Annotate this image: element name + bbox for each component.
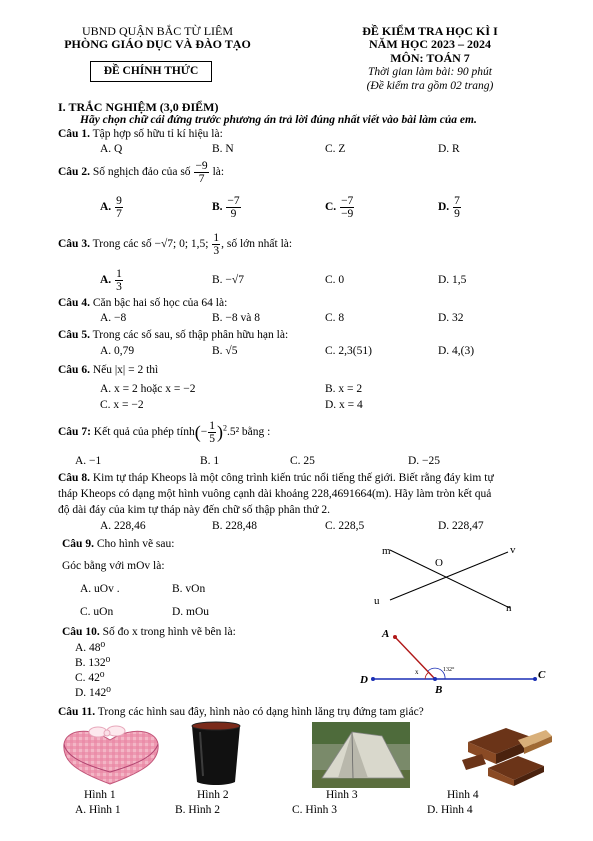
q8-line-3: độ dài đáy của kim tự tháp này đến chữ số thập phân thứ 2. [58,504,330,516]
q10-option-d: D. 142⁰ [75,687,111,699]
q10-figure [355,622,555,697]
question-3 [58,232,292,257]
q2-label: Câu 2. [58,166,90,179]
q4-option-b: B. −8 và 8 [212,312,261,324]
q2-fraction: $\frac{-9}{7}$ [195,160,208,186]
q2-option-a: A. $\frac{9}{7}$ [100,195,122,221]
q11-option-a: A. Hình 1 [75,804,121,816]
q3-fraction: $\frac{1}{3}$ [213,232,220,258]
q9-figure [360,538,540,618]
q9-label-m: m [382,545,391,557]
q2-option-c: C. $\frac{-7}{-9}$ [325,195,354,221]
question-6: Câu 6. Nếu |x| = 2 thì [58,364,159,376]
subject: MÔN: TOÁN 7 [390,51,470,65]
figure-caption-3: Hình 3 [326,789,358,801]
q7-option-b: B. 1 [200,455,220,467]
figure-caption-1: Hình 1 [84,789,116,801]
q6-option-b: B. x = 2 [325,383,363,395]
q2-option-d: D. $\frac{7}{9}$ [438,195,460,221]
q8-option-d: D. 228,47 [438,520,484,532]
question-9: Câu 9. Cho hình vẽ sau: [62,538,175,550]
q10-label-c: C [538,669,546,681]
exam-title: ĐỀ KIỂM TRA HỌC KÌ I [362,24,498,38]
q8-option-c: C. 228,5 [325,520,365,532]
q11-option-d: D. Hình 4 [427,804,473,816]
q10-label-d: D [360,674,368,686]
q2-option-b: B. $\frac{-7}{9}$ [212,195,240,221]
q10-label-x: x [415,668,419,676]
q3-text: Trong các số [92,238,152,251]
q11-option-c: C. Hình 3 [292,804,338,816]
section-instruction: Hãy chọn chữ cái đứng trước phương án trả lời đúng nhất viết vào bài làm của em. [80,114,477,126]
q8-line-2: tháp Kheops có dạng một hình vuông cạnh dài khoảng 228,4691664(m). Hãy làm tròn kết quả [58,488,492,500]
question-7: Câu 7: Kết quả của phép tính(− $\frac{1}{5}$ )$^2$.5² bằng : [58,420,271,446]
q4-option-d: D. 32 [438,312,464,324]
q2-text: Số nghịch đảo của số [92,166,191,179]
q9-option-b: B. vOn [172,583,206,595]
q9-label-n: n [506,602,512,614]
chocolate-wafer-image [458,720,553,788]
tent-image [312,722,410,788]
q10-option-b: B. 132⁰ [75,657,111,669]
q11-option-b: B. Hình 2 [175,804,221,816]
q7-option-c: C. 25 [290,455,315,467]
school-year: NĂM HỌC 2023 – 2024 [369,37,491,51]
q3-option-d: D. 1,5 [438,274,467,286]
q9-label-v: v [510,544,516,556]
q2-text-end: là: [212,166,225,179]
q1-text: Tập hợp số hữu tỉ kí hiệu là: [92,128,223,140]
q10-label-a: A [382,628,390,640]
q10-option-a: A. 48⁰ [75,642,106,654]
header-office: PHÒNG GIÁO DỤC VÀ ĐÀO TẠO [64,37,251,51]
q1-option-a: A. Q [100,143,123,155]
q1-label: Câu 1. [58,128,90,140]
q9-option-c: C. uOn [80,606,114,618]
q3-option-b: B. −√7 [212,274,244,286]
q6-option-c: C. x = −2 [100,399,144,411]
question-5: Câu 5. Trong các số sau, số thập phân hữu hạn là: [58,329,289,341]
heart-box-image [58,722,163,788]
q9-subquestion: Góc bằng với mOv là: [62,560,165,572]
exam-time: Thời gian làm bài: 90 phút [367,66,493,78]
figure-caption-2: Hình 2 [197,789,229,801]
q10-label-angle: 132° [443,667,455,673]
question-10: Câu 10. Số đo x trong hình vẽ bên là: [62,626,236,638]
q3-numbers: −√7; 0; 1,5; [154,238,209,251]
q6-option-a: A. x = 2 hoặc x = −2 [100,383,196,395]
question-2 [58,160,224,185]
q8-option-a: A. 228,46 [100,520,146,532]
q10-option-c: C. 42⁰ [75,672,105,684]
q5-option-b: B. √5 [212,345,238,357]
q10-label-b: B [435,684,443,696]
q5-option-a: A. 0,79 [100,345,135,357]
black-cup-image [186,720,246,788]
q3-label: Câu 3. [58,238,90,251]
q9-option-a: A. uOv . [80,583,120,595]
question-4: Câu 4. Căn bậc hai số học của 64 là: [58,297,228,309]
q3-option-c: C. 0 [325,274,345,286]
official-box: ĐỀ CHÍNH THỨC [90,61,212,82]
q5-option-c: C. 2,3(51) [325,345,372,357]
section-title: I. TRẮC NGHIỆM (3,0 ĐIỂM) [58,100,219,114]
question-8: Câu 8. Kim tự tháp Kheops là một công trình kiến trúc nổi tiếng thế giới. Biết rằng đáy kim tự [58,472,494,484]
q4-option-a: A. −8 [100,312,127,324]
question-1 [58,128,223,140]
q3-text-end: , số lớn nhất là: [221,238,293,251]
q9-label-u: u [374,595,380,607]
q9-label-o: O [435,557,443,569]
question-11: Câu 11. Trong các hình sau đây, hình nào có dạng hình lăng trụ đứng tam giác? [58,706,424,718]
q8-option-b: B. 228,48 [212,520,258,532]
header-department: UBND QUẬN BẮC TỪ LIÊM [81,24,234,38]
page-count: (Đề kiểm tra gồm 02 trang) [366,80,494,92]
q3-option-a: A. $\frac{1}{3}$ [100,268,122,294]
q9-option-d: D. mOu [172,606,210,618]
q1-option-c: C. Z [325,143,346,155]
figure-caption-4: Hình 4 [447,789,479,801]
q7-option-d: D. −25 [408,455,441,467]
q1-option-b: B. N [212,143,234,155]
q6-option-d: D. x = 4 [325,399,363,411]
q1-option-d: D. R [438,143,460,155]
q5-option-d: D. 4,(3) [438,345,475,357]
q4-option-c: C. 8 [325,312,345,324]
q7-option-a: A. −1 [75,455,102,467]
